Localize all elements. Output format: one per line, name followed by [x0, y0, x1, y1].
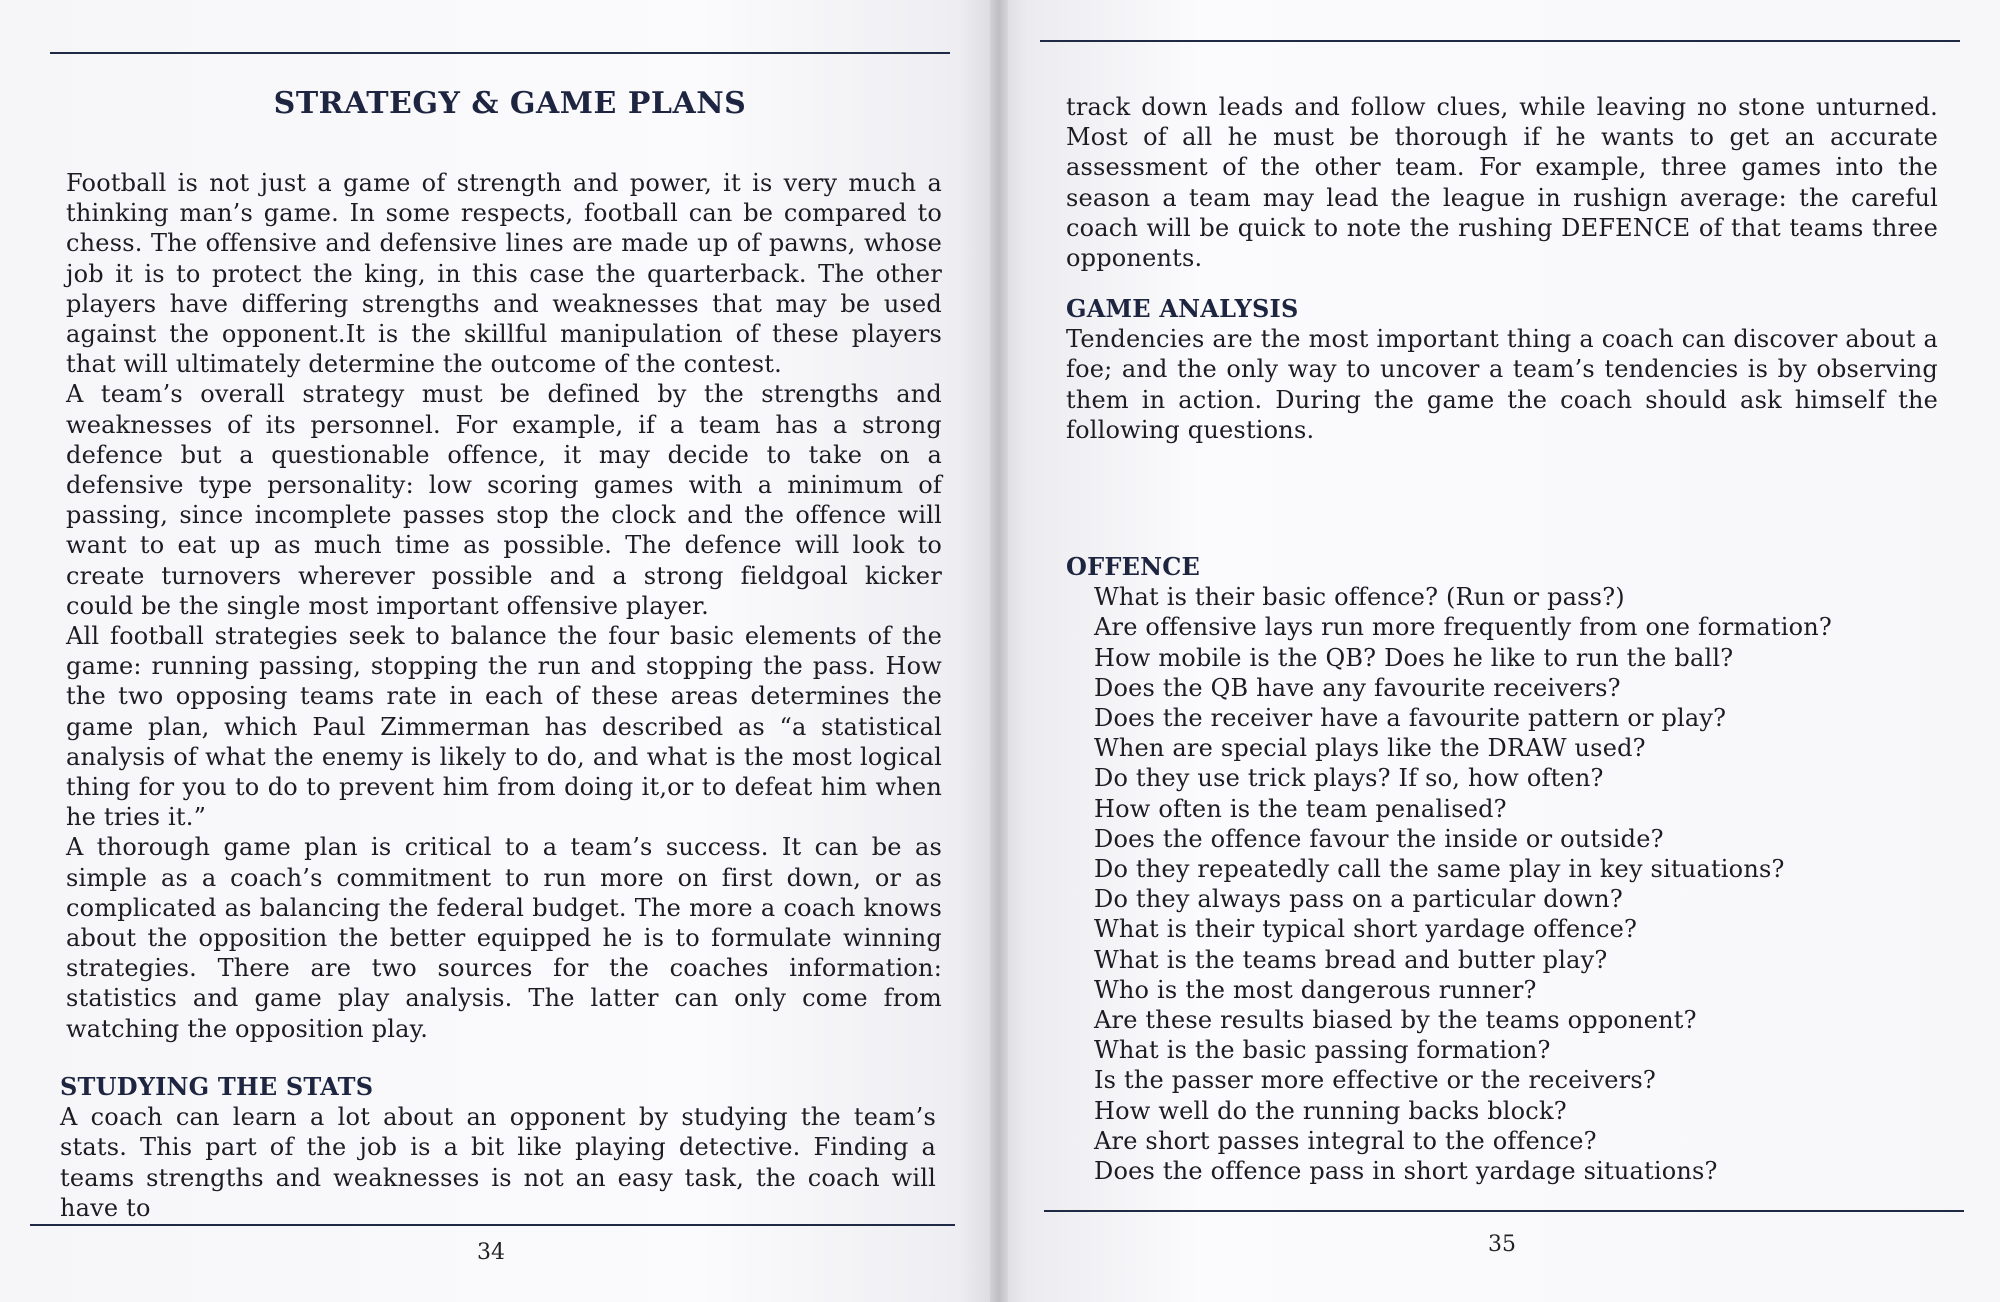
list-item: What is their basic offence? (Run or pass?) [1094, 583, 1625, 612]
left-page [0, 0, 998, 1302]
paragraph: Tendencies are the most important thing a coach can discover about a foe; and the only way to uncover a team’s tendencies is by observing them in action. During the game the coach should ask himself the following questions. [1066, 325, 1938, 444]
list-item: When are special plays like the DRAW used? [1094, 734, 1646, 763]
list-item: Is the passer more effective or the receivers? [1094, 1066, 1656, 1095]
question-list [1066, 582, 1938, 1186]
offence-section [1066, 552, 1938, 1186]
list-item: How often is the team penalised? [1094, 794, 1507, 823]
list-item: Does the QB have any favourite receivers? [1094, 673, 1621, 702]
list-item: Are offensive lays run more frequently from one formation? [1094, 613, 1832, 642]
paragraph: A thorough game plan is critical to a team’s success. It can be as simple as a coach’s commitment to run more on first down, or as complicated as balancing the federal budget. The more a coach knows about the opposition the better equipped he is to formulate winning strategies. There are two sources for the coaches information: statistics and game play analysis. The latter can only come from watching the opposition play. [66, 833, 942, 1043]
list-item: How well do the running backs block? [1094, 1096, 1567, 1125]
list-item: What is their typical short yardage offence? [1094, 915, 1638, 944]
left-body [66, 168, 942, 1044]
game-analysis-section [1066, 294, 1938, 445]
list-item: What is the basic passing formation? [1094, 1036, 1551, 1065]
list-item: Does the offence favour the inside or outside? [1094, 824, 1664, 853]
paragraph: A coach can learn a lot about an opponent by studying the team’s stats. This part of the job is a bit like playing detective. Finding a teams strengths and weaknesses is not an easy task, the coach will have to [60, 1103, 936, 1222]
bottom-rule [1044, 1210, 1964, 1212]
paragraph: Football is not just a game of strength and power, it is very much a thinking man’s game. In some respects, football can be compared to chess. The offensive and defensive lines are made up of pawns, whose job it is to protect the king, in this case the quarterback. The other players have differing strengths and weaknesses that may be used against the opponent.It is the skillful manipulation of these players that will ultimately determine the outcome of the contest. [66, 169, 942, 379]
list-item: How mobile is the QB? Does he like to run the ball? [1094, 643, 1734, 672]
section-heading: STUDYING THE STATS [60, 1072, 374, 1101]
list-item: Do they always pass on a particular down? [1094, 885, 1623, 914]
right-continuation [1066, 92, 1938, 273]
right-page [998, 0, 2000, 1302]
paragraph: track down leads and follow clues, while leaving no stone unturned. Most of all he must be thorough if he wants to get an accurate assessment of the other team. For example, three games into the season a team may lead the league in rushign average: the careful coach will be quick to note the rushing DEFENCE of that teams three opponents. [1066, 93, 1938, 273]
list-item: Do they use trick plays? If so, how often? [1094, 764, 1604, 793]
top-rule [50, 52, 950, 54]
bottom-rule [30, 1224, 955, 1226]
section-heading: OFFENCE [1066, 552, 1201, 581]
list-item: Who is the most dangerous runner? [1094, 975, 1537, 1004]
list-item: What is the teams bread and butter play? [1094, 945, 1608, 974]
list-item: Are short passes integral to the offence? [1094, 1126, 1597, 1155]
page-number: 35 [1488, 1232, 1516, 1257]
list-item: Does the receiver have a favourite pattern or play? [1094, 704, 1727, 733]
paragraph: A team’s overall strategy must be defined by the strengths and weaknesses of its personnel. For example, if a team has a strong defence but a questionable offence, it may decide to take on a defensive type personality: low scoring games with a minimum of passing, since incomplete passes stop the clock and the offence will want to eat up as much time as possible. The defence will look to create turnovers wherever possible and a strong fieldgoal kicker could be the single most important offensive player. [66, 380, 942, 620]
section-heading: GAME ANALYSIS [1066, 294, 1299, 323]
page-title: STRATEGY & GAME PLANS [273, 86, 747, 121]
list-item: Are these results biased by the teams opponent? [1094, 1006, 1697, 1035]
top-rule [1040, 40, 1960, 42]
list-item: Does the offence pass in short yardage situations? [1094, 1157, 1718, 1186]
page-number: 34 [477, 1240, 505, 1265]
studying-stats-section [60, 1072, 936, 1223]
paragraph: All football strategies seek to balance the four basic elements of the game: running passing, stopping the run and stopping the pass. How the two opposing teams rate in each of these areas determines the game plan, which Paul Zimmerman has described as “a statistical analysis of what the enemy is likely to do, and what is the most logical thing for you to do to prevent him from doing it,or to defeat him when he tries it.” [66, 622, 942, 832]
book-gutter [990, 0, 1008, 1302]
list-item: Do they repeatedly call the same play in key situations? [1094, 855, 1785, 884]
